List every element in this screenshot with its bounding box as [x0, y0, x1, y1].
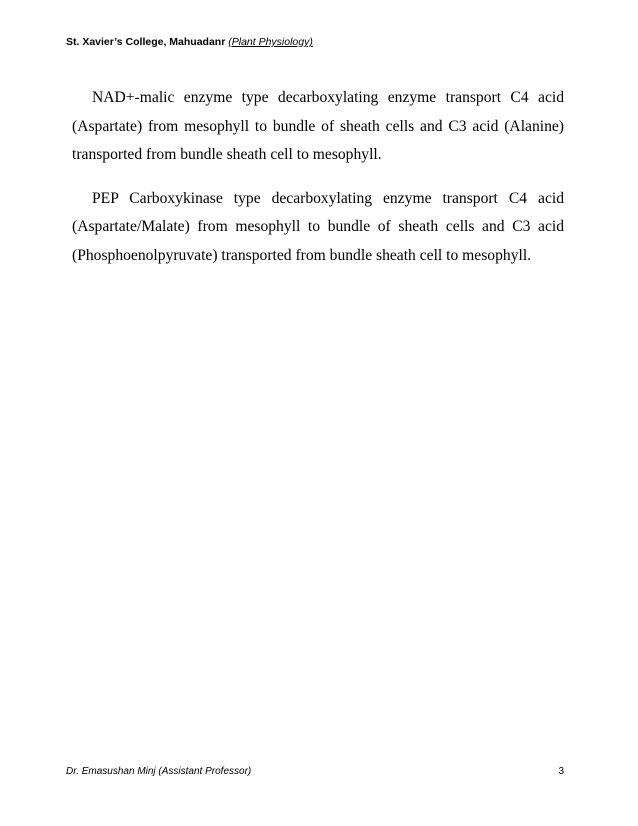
page-number: 3 — [558, 766, 564, 777]
footer-author: Dr. Emasushan Minj (Assistant Professor) — [66, 766, 252, 777]
document-body — [72, 84, 564, 285]
college-name: St. Xavier’s College, Mahuadanr — [66, 36, 226, 48]
subject-name: (Plant Physiology) — [228, 36, 313, 48]
page-header — [66, 36, 313, 48]
paragraph-nad-malic-enzyme: NAD+-malic enzyme type decarboxylating enzyme transport C4 acid (Aspartate) from mesophyll to bundle of sheath cells and C3 acid (Alanine) transported from bundle sheath cell to mesophyll. — [72, 89, 564, 163]
page-footer — [66, 766, 564, 777]
paragraph-pep-carboxykinase: PEP Carboxykinase type decarboxylating enzyme transport C4 acid (Aspartate/Malate) from mesophyll to bundle of sheath cells and C3 acid (Phosphoenolpyruvate) transported from bundle sheath cell to mesophyll. — [72, 189, 564, 264]
